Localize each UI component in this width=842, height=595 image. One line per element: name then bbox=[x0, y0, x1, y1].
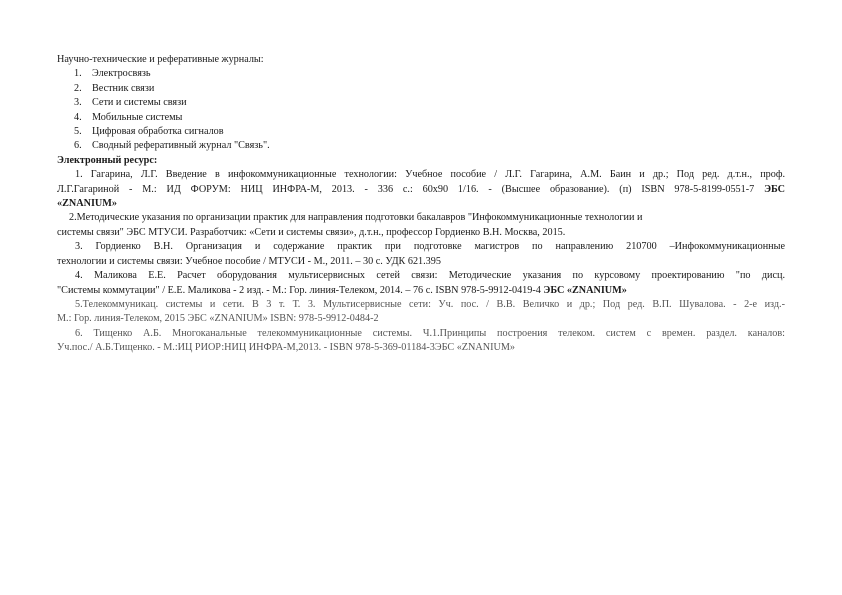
list-item bbox=[57, 139, 785, 153]
reference-2-line-2: системы связи" ЭБС МТУСИ. Разработчик: «Сети и системы связи», д.т.н., профессор Гордиенко В.Н. Москва, 2015. bbox=[57, 226, 566, 238]
reference-3-line-1: 3. Гордиенко В.Н. Организация и содержание практик при подготовке магистров по направлению 210700 –Инфокоммуникационные bbox=[75, 241, 785, 253]
reference-6-line-1: 6. Тищенко А.Б. Многоканальные телекоммуникационные системы. Ч.1.Принципы построения телеком. систем с времен. раздел. каналов: bbox=[75, 327, 785, 339]
list-item-text: Мобильные системы bbox=[92, 111, 183, 123]
reference-1 bbox=[57, 168, 785, 211]
list-item-text: Сети и системы связи bbox=[92, 97, 187, 109]
list-item-text: Цифровая обработка сигналов bbox=[92, 126, 224, 138]
journals-list bbox=[57, 67, 785, 153]
list-item-number: 3. bbox=[74, 97, 82, 109]
list-item bbox=[57, 82, 785, 96]
reference-5 bbox=[57, 298, 785, 327]
list-item-number: 2. bbox=[74, 82, 82, 94]
list-item bbox=[57, 67, 785, 81]
reference-6-line-2: Уч.пос./ А.Б.Тищенко. - М.:ИЦ РИОР:НИЦ ИНФРА-М,2013. - ISBN 978-5-369-01184-3ЭБС «ZNANIUM» bbox=[57, 342, 515, 354]
reference-4-line-2-bold: "Системы коммутации" / Е.Е. Маликова - 2 изд. - М.: Гор. линия-Телеком, 2014. – 76 с. bbox=[57, 284, 433, 296]
reference-4-line-2 bbox=[57, 284, 785, 298]
list-item bbox=[57, 111, 785, 125]
list-item-text: Сводный реферативный журнал "Связь". bbox=[92, 140, 270, 152]
reference-1-line-2-text: Л.Г.Гагариной - М.: ИД ФОРУМ: НИЦ ИНФРА-М, 2013. - 336 с.: 60х90 1/16. - (Высшее образование). (п) ISBN 978-5-8199-0551-7 bbox=[57, 183, 755, 195]
reference-4-ebs-label: ЭБС «ZNANIUM» bbox=[543, 284, 627, 296]
list-item-number: 6. bbox=[74, 140, 82, 152]
list-item bbox=[57, 125, 785, 139]
list-item-text: Электросвязь bbox=[92, 68, 151, 80]
journals-heading: Научно-технические и реферативные журналы: bbox=[57, 54, 264, 65]
reference-1-line-1: 1. Гагарина, Л.Г. Введение в инфокоммуникационные технологии: Учебное пособие / Л.Г. Гагарина, А.М. Баин и др.; Под ред. д.т.н., проф. bbox=[75, 169, 785, 181]
list-item-number: 1. bbox=[74, 68, 82, 80]
reference-4-line-1: 4. Маликова Е.Е. Расчет оборудования мультисервисных сетей связи: Методические указания по курсовому проектированию "по дисц. bbox=[75, 270, 785, 282]
reference-5-line-2: М.: Гор. линия-Телеком, 2015 ЭБС «ZNANIUM» ISBN: 978-5-9912-0484-2 bbox=[57, 313, 379, 325]
list-item-number: 5. bbox=[74, 126, 82, 138]
document-body bbox=[57, 53, 785, 356]
reference-1-line-3: «ZNANIUM» bbox=[57, 198, 117, 210]
reference-6 bbox=[57, 327, 785, 356]
list-item-text: Вестник связи bbox=[92, 82, 155, 94]
list-item-number: 4. bbox=[74, 111, 82, 123]
reference-4-isbn: ISBN 978-5-9912-0419-4 bbox=[435, 284, 541, 296]
reference-1-ebs-label: ЭБС bbox=[764, 183, 786, 195]
reference-1-line-2 bbox=[57, 183, 785, 197]
reference-5-line-1: 5.Телекоммуникац. системы и сети. В 3 т. Т. 3. Мультисервисные сети: Уч. пос. / В.В. Величко и др.; Под ред. В.П. Шувалова. - 2-е изд.- bbox=[75, 298, 785, 310]
list-item bbox=[57, 96, 785, 110]
reference-2 bbox=[57, 211, 785, 240]
reference-3 bbox=[57, 240, 785, 269]
electronic-heading: Электронный ресурс: bbox=[57, 154, 158, 166]
reference-3-line-2: технологии и системы связи: Учебное пособие / МТУСИ - М., 2011. – 30 с. УДК 621.395 bbox=[57, 255, 441, 267]
reference-2-line-1: 2.Методические указания по организации практик для направления подготовки бакалавров "Инфокоммуникационные технологии и bbox=[69, 212, 643, 224]
reference-4 bbox=[57, 269, 785, 298]
